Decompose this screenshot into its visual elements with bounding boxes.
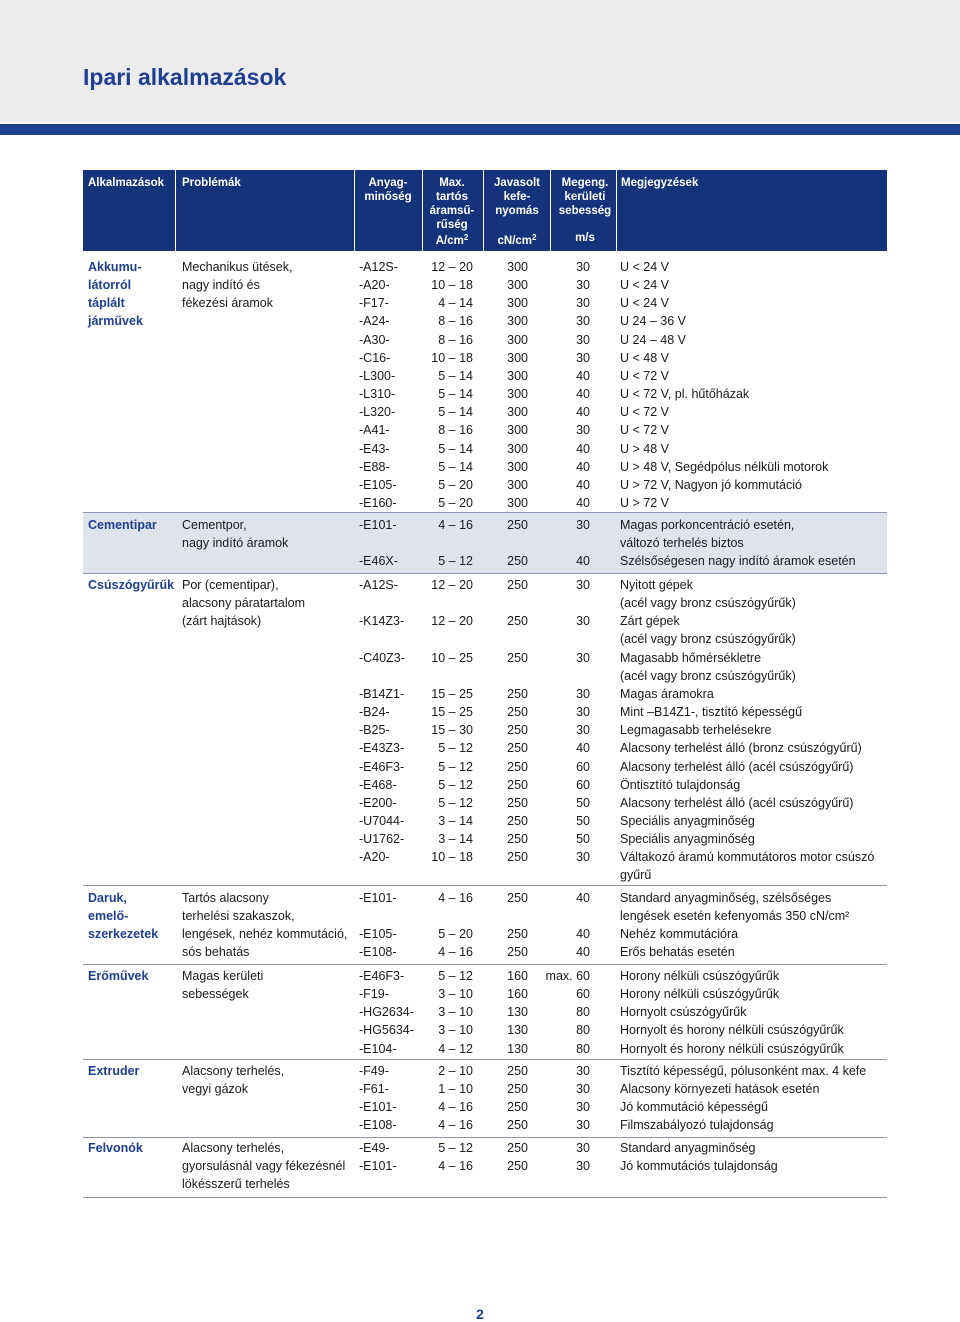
- current-density-cell: 5 – 20: [438, 477, 473, 492]
- current-density-cell: 3 – 14: [438, 813, 473, 828]
- speed-cell: 60: [576, 777, 590, 792]
- speed-cell: 30: [576, 1064, 590, 1078]
- application-label: emelő-: [88, 909, 129, 924]
- grade-cell: -HG2634-: [359, 1005, 414, 1020]
- current-density-cell: 10 – 18: [431, 850, 473, 865]
- current-density-cell: 4 – 12: [438, 1041, 473, 1056]
- section-separator: [83, 964, 887, 965]
- brush-pressure-cell: 300: [507, 296, 528, 311]
- header-max-unit-exp: 2: [463, 233, 469, 242]
- header-megeng: [553, 170, 617, 251]
- brush-pressure-cell: 250: [507, 927, 528, 942]
- note-cell: Erős behatás esetén: [620, 945, 735, 960]
- application-label: Cementipar: [88, 518, 157, 532]
- current-density-cell: 15 – 25: [431, 705, 473, 720]
- grade-cell: -E468-: [359, 777, 397, 792]
- note-cell: Alacsony környezeti hatások esetén: [620, 1082, 820, 1097]
- speed-cell: 40: [576, 495, 590, 510]
- brush-pressure-cell: 250: [507, 1082, 528, 1097]
- application-label: Erőművek: [88, 969, 149, 983]
- grade-cell: -B25-: [359, 723, 390, 738]
- title-rule: [0, 124, 960, 135]
- note-cell: Zárt gépek: [620, 614, 680, 629]
- speed-cell: max. 60: [545, 969, 590, 983]
- brush-pressure-cell: 250: [507, 1118, 528, 1133]
- speed-cell: 40: [576, 945, 590, 960]
- grade-cell: -A12S-: [359, 578, 398, 592]
- current-density-cell: 3 – 10: [438, 1005, 473, 1020]
- note-cell: U < 24 V: [620, 278, 669, 293]
- brush-pressure-cell: 300: [507, 423, 528, 438]
- note-cell: Hornyolt és horony nélküli csúszógyűrűk: [620, 1041, 844, 1056]
- problem-text: fékezési áramok: [182, 296, 274, 311]
- current-density-cell: 5 – 12: [438, 1141, 473, 1155]
- problem-text: Mechanikus ütések,: [182, 260, 293, 274]
- grade-cell: -E46F3-: [359, 759, 405, 774]
- current-density-cell: 5 – 14: [438, 459, 473, 474]
- note-cell: Hornyolt és horony nélküli csúszógyűrűk: [620, 1023, 844, 1038]
- brush-pressure-cell: 250: [507, 777, 528, 792]
- brush-pressure-cell: 250: [507, 723, 528, 738]
- speed-cell: 30: [576, 650, 590, 665]
- problem-text: sós behatás: [182, 945, 250, 960]
- brush-pressure-cell: 300: [507, 459, 528, 474]
- brush-pressure-cell: 250: [507, 650, 528, 665]
- note-cell: U < 24 V: [620, 296, 669, 311]
- application-label: Extruder: [88, 1064, 140, 1078]
- speed-cell: 40: [576, 368, 590, 383]
- current-density-cell: 5 – 12: [438, 795, 473, 810]
- note-cell: Magasabb hőmérsékletre: [620, 650, 762, 665]
- current-density-cell: 5 – 14: [438, 441, 473, 456]
- brush-pressure-cell: 300: [507, 260, 528, 274]
- note-cell: U > 72 V: [620, 495, 669, 510]
- brush-pressure-cell: 250: [507, 813, 528, 828]
- header-divider: [175, 170, 176, 251]
- section-separator: [83, 1137, 887, 1138]
- note-cell: (acél vagy bronz csúszógyűrűk): [620, 632, 796, 647]
- grade-cell: -E43Z3-: [359, 741, 405, 756]
- brush-pressure-cell: 300: [507, 368, 528, 383]
- brush-pressure-cell: 300: [507, 477, 528, 492]
- speed-cell: 80: [576, 1023, 590, 1038]
- current-density-cell: 5 – 12: [438, 554, 473, 569]
- note-cell: Speciális anyagminőség: [620, 813, 755, 828]
- note-cell: lengések esetén kefenyomás 350 cN/cm²: [620, 909, 850, 924]
- brush-pressure-cell: 250: [507, 850, 528, 865]
- problem-text: nagy indító áramok: [182, 536, 289, 551]
- problem-text: alacsony páratartalom: [182, 596, 305, 611]
- application-label: Csúszógyűrűk: [88, 578, 175, 592]
- grade-cell: -U1762-: [359, 832, 405, 847]
- note-cell: Jó kommutáció képességű: [620, 1100, 768, 1115]
- note-cell: U 24 – 48 V: [620, 332, 687, 347]
- application-label: járművek: [88, 314, 143, 329]
- current-density-cell: 10 – 25: [431, 650, 473, 665]
- note-cell: Horony nélküli csúszógyűrűk: [620, 987, 780, 1002]
- application-label: táplált: [88, 296, 125, 311]
- note-cell: Mint –B14Z1-, tisztító képességű: [620, 705, 803, 720]
- note-cell: Filmszabályozó tulajdonság: [620, 1118, 774, 1133]
- note-cell: U > 72 V, Nagyon jó kommutáció: [620, 477, 802, 492]
- brush-pressure-cell: 250: [507, 686, 528, 701]
- current-density-cell: 4 – 16: [438, 1159, 473, 1174]
- brush-pressure-cell: 250: [507, 891, 528, 905]
- brush-pressure-cell: 300: [507, 314, 528, 329]
- note-cell: Nehéz kommutációra: [620, 927, 739, 942]
- note-cell: Standard anyagminőség, szélsőséges: [620, 891, 832, 905]
- note-cell: U 24 – 36 V: [620, 314, 687, 329]
- brush-pressure-cell: 130: [507, 1023, 528, 1038]
- speed-cell: 30: [576, 1159, 590, 1174]
- speed-cell: 30: [576, 332, 590, 347]
- table-header: [83, 170, 887, 251]
- current-density-cell: 3 – 14: [438, 832, 473, 847]
- grade-cell: -E104-: [359, 1041, 397, 1056]
- problem-text: Por (cementipar),: [182, 578, 279, 592]
- grade-cell: -F17-: [359, 296, 389, 311]
- brush-pressure-cell: 300: [507, 332, 528, 347]
- speed-cell: 30: [576, 314, 590, 329]
- section-separator: [83, 1059, 887, 1060]
- grade-cell: -E49-: [359, 1141, 390, 1155]
- brush-pressure-cell: 250: [507, 1100, 528, 1115]
- header-max-aramsuruseg: [424, 170, 480, 251]
- note-cell: változó terhelés biztos: [620, 536, 744, 551]
- note-cell: (acél vagy bronz csúszógyűrűk): [620, 668, 796, 683]
- grade-cell: -E105-: [359, 927, 397, 942]
- current-density-cell: 12 – 20: [431, 614, 473, 629]
- speed-cell: 30: [576, 686, 590, 701]
- header-megjegyzesek: Megjegyzések: [621, 177, 699, 189]
- note-cell: Váltakozó áramú kommutátoros motor csúszó: [620, 850, 875, 865]
- brush-pressure-cell: 250: [507, 795, 528, 810]
- brush-pressure-cell: 250: [507, 554, 528, 569]
- note-cell: Speciális anyagminőség: [620, 832, 755, 847]
- speed-cell: 30: [576, 1118, 590, 1133]
- brush-pressure-cell: 300: [507, 350, 528, 365]
- speed-cell: 30: [576, 1100, 590, 1115]
- problem-text: lengések, nehéz kommutáció,: [182, 927, 348, 942]
- grade-cell: -E160-: [359, 495, 397, 510]
- grade-cell: -A30-: [359, 332, 390, 347]
- problem-text: terhelési szakaszok,: [182, 909, 295, 924]
- current-density-cell: 15 – 30: [431, 723, 473, 738]
- grade-cell: -E46F3-: [359, 969, 405, 983]
- current-density-cell: 10 – 18: [431, 350, 473, 365]
- grade-cell: -F19-: [359, 987, 389, 1002]
- current-density-cell: 5 – 12: [438, 741, 473, 756]
- brush-pressure-cell: 250: [507, 741, 528, 756]
- grade-cell: -F61-: [359, 1082, 389, 1097]
- brush-pressure-cell: 250: [507, 1064, 528, 1078]
- current-density-cell: 8 – 16: [438, 423, 473, 438]
- speed-cell: 30: [576, 296, 590, 311]
- header-divider: [483, 170, 484, 251]
- speed-cell: 50: [576, 795, 590, 810]
- note-cell: Öntisztító tulajdonság: [620, 777, 741, 792]
- header-max-unit-base: A/cm: [435, 235, 464, 247]
- header-anyagminoseg: Anyag- minőség: [364, 177, 412, 203]
- speed-cell: 60: [576, 987, 590, 1002]
- current-density-cell: 8 – 16: [438, 332, 473, 347]
- note-cell: gyűrű: [620, 868, 652, 883]
- current-density-cell: 5 – 14: [438, 368, 473, 383]
- brush-pressure-cell: 250: [507, 1159, 528, 1174]
- grade-cell: -E101-: [359, 518, 397, 532]
- note-cell: (acél vagy bronz csúszógyűrűk): [620, 596, 796, 611]
- page-number: 2: [476, 1306, 484, 1322]
- grade-cell: -E101-: [359, 1100, 397, 1115]
- speed-cell: 30: [576, 614, 590, 629]
- header-problemak: Problémák: [182, 177, 241, 189]
- problem-text: Cementpor,: [182, 518, 247, 532]
- note-cell: Standard anyagminőség: [620, 1141, 756, 1155]
- header-divider: [550, 170, 551, 251]
- problem-text: vegyi gázok: [182, 1082, 249, 1097]
- header-megeng-unit: m/s: [575, 232, 595, 244]
- grade-cell: -C16-: [359, 350, 391, 365]
- grade-cell: -B14Z1-: [359, 686, 405, 701]
- current-density-cell: 4 – 16: [438, 1100, 473, 1115]
- current-density-cell: 3 – 10: [438, 987, 473, 1002]
- grade-cell: -B24-: [359, 705, 390, 720]
- brush-pressure-cell: 300: [507, 441, 528, 456]
- brush-pressure-cell: 300: [507, 405, 528, 420]
- problem-text: gyorsulásnál vagy fékezésnél: [182, 1159, 346, 1174]
- section-separator: [83, 573, 887, 574]
- grade-cell: -HG5634-: [359, 1023, 414, 1038]
- page-title: Ipari alkalmazások: [83, 64, 287, 90]
- application-label: Akkumu-: [88, 260, 142, 274]
- grade-cell: -A12S-: [359, 260, 398, 274]
- speed-cell: 40: [576, 927, 590, 942]
- note-cell: Szélsőségesen nagy indító áramok esetén: [620, 554, 856, 569]
- note-cell: Hornyolt csúszógyűrűk: [620, 1005, 747, 1020]
- grade-cell: -L320-: [359, 405, 396, 420]
- header-max-label: Max. tartós áramsű- rűség: [429, 177, 475, 231]
- current-density-cell: 12 – 20: [431, 578, 473, 592]
- problem-text: Alacsony terhelés,: [182, 1064, 285, 1078]
- problem-text: nagy indító és: [182, 278, 260, 293]
- grade-cell: -A20-: [359, 278, 390, 293]
- problem-text: Tartós alacsony: [182, 891, 269, 905]
- current-density-cell: 5 – 20: [438, 927, 473, 942]
- current-density-cell: 4 – 14: [438, 296, 473, 311]
- brush-pressure-cell: 300: [507, 278, 528, 293]
- brush-pressure-cell: 250: [507, 614, 528, 629]
- current-density-cell: 10 – 18: [431, 278, 473, 293]
- grade-cell: -L310-: [359, 387, 396, 402]
- current-density-cell: 2 – 10: [438, 1064, 473, 1078]
- grade-cell: -E46X-: [359, 554, 398, 569]
- note-cell: Magas porkoncentráció esetén,: [620, 518, 795, 532]
- current-density-cell: 5 – 12: [438, 777, 473, 792]
- grade-cell: -E200-: [359, 795, 397, 810]
- speed-cell: 50: [576, 813, 590, 828]
- grade-cell: -A20-: [359, 850, 390, 865]
- brush-pressure-cell: 160: [507, 987, 528, 1002]
- grade-cell: -E43-: [359, 441, 390, 456]
- brush-pressure-cell: 250: [507, 1141, 528, 1155]
- grade-cell: -A24-: [359, 314, 390, 329]
- current-density-cell: 8 – 16: [438, 314, 473, 329]
- note-cell: U > 48 V, Segédpólus nélküli motorok: [620, 459, 829, 474]
- speed-cell: 30: [576, 1141, 590, 1155]
- speed-cell: 40: [576, 741, 590, 756]
- speed-cell: 40: [576, 387, 590, 402]
- speed-cell: 40: [576, 554, 590, 569]
- note-cell: Alacsony terhelést álló (acél csúszógyűrű): [620, 759, 854, 774]
- speed-cell: 30: [576, 1082, 590, 1097]
- grade-cell: -E101-: [359, 891, 397, 905]
- brush-pressure-cell: 250: [507, 759, 528, 774]
- header-max-unit: [424, 231, 480, 248]
- section-separator: [83, 512, 887, 513]
- header-divider: [354, 170, 355, 251]
- note-cell: U < 24 V: [620, 260, 669, 274]
- current-density-cell: 5 – 14: [438, 405, 473, 420]
- current-density-cell: 5 – 12: [438, 759, 473, 774]
- header-javasolt-label: Javasolt kefe- nyomás: [493, 177, 541, 217]
- grade-cell: -U7044-: [359, 813, 405, 828]
- note-cell: Alacsony terhelést álló (bronz csúszógyűrű): [620, 741, 862, 756]
- speed-cell: 50: [576, 832, 590, 847]
- grade-cell: -E101-: [359, 1159, 397, 1174]
- speed-cell: 30: [576, 705, 590, 720]
- application-label: szerkezetek: [88, 927, 159, 942]
- problem-text: Alacsony terhelés,: [182, 1141, 285, 1155]
- brush-pressure-cell: 250: [507, 832, 528, 847]
- note-cell: U > 48 V: [620, 441, 669, 456]
- brush-pressure-cell: 250: [507, 945, 528, 960]
- grade-cell: -E108-: [359, 1118, 397, 1133]
- current-density-cell: 5 – 20: [438, 495, 473, 510]
- current-density-cell: 4 – 16: [438, 891, 473, 905]
- speed-cell: 60: [576, 759, 590, 774]
- note-cell: U < 48 V: [620, 350, 669, 365]
- grade-cell: -K14Z3-: [359, 614, 405, 629]
- grade-cell: -E105-: [359, 477, 397, 492]
- speed-cell: 30: [576, 350, 590, 365]
- current-density-cell: 12 – 20: [431, 260, 473, 274]
- application-label: Daruk,: [88, 891, 127, 905]
- speed-cell: 30: [576, 278, 590, 293]
- note-cell: U < 72 V: [620, 423, 669, 438]
- problem-text: lökésszerű terhelés: [182, 1177, 290, 1192]
- application-label: látorról: [88, 278, 132, 293]
- grade-cell: -A41-: [359, 423, 390, 438]
- header-javasolt-unit: [486, 231, 548, 248]
- speed-cell: 40: [576, 891, 590, 905]
- grade-cell: -C40Z3-: [359, 650, 405, 665]
- grade-cell: -L300-: [359, 368, 396, 383]
- note-cell: Nyitott gépek: [620, 578, 693, 592]
- header-javasolt-unit-exp: 2: [532, 233, 537, 242]
- current-density-cell: 5 – 14: [438, 387, 473, 402]
- grade-cell: -E108-: [359, 945, 397, 960]
- header-javasolt: [486, 170, 548, 251]
- speed-cell: 30: [576, 723, 590, 738]
- top-band: [0, 0, 960, 122]
- speed-cell: 80: [576, 1041, 590, 1056]
- problem-text: (zárt hajtások): [182, 614, 262, 629]
- speed-cell: 40: [576, 459, 590, 474]
- problem-text: Magas kerületi: [182, 969, 264, 983]
- current-density-cell: 5 – 12: [438, 969, 473, 983]
- speed-cell: 30: [576, 260, 590, 274]
- note-cell: U < 72 V: [620, 405, 669, 420]
- note-cell: Tisztító képességű, pólusonként max. 4 kefe: [620, 1064, 867, 1078]
- header-divider: [422, 170, 423, 251]
- note-cell: U < 72 V, pl. hűtőházak: [620, 387, 750, 402]
- header-alkalmazasok: Alkalmazások: [88, 177, 165, 189]
- note-cell: Magas áramokra: [620, 686, 714, 701]
- brush-pressure-cell: 130: [507, 1005, 528, 1020]
- section-separator: [83, 1197, 887, 1198]
- brush-pressure-cell: 250: [507, 518, 528, 532]
- brush-pressure-cell: 300: [507, 495, 528, 510]
- note-cell: Legmagasabb terhelésekre: [620, 723, 772, 738]
- note-cell: Alacsony terhelést álló (acél csúszógyűrű): [620, 795, 854, 810]
- note-cell: Horony nélküli csúszógyűrűk: [620, 969, 780, 983]
- brush-pressure-cell: 160: [507, 969, 528, 983]
- brush-pressure-cell: 250: [507, 578, 528, 592]
- current-density-cell: 4 – 16: [438, 518, 473, 532]
- current-density-cell: 15 – 25: [431, 686, 473, 701]
- problem-text: sebességek: [182, 987, 249, 1002]
- grade-cell: -F49-: [359, 1064, 389, 1078]
- brush-pressure-cell: 300: [507, 387, 528, 402]
- current-density-cell: 1 – 10: [438, 1082, 473, 1097]
- header-divider: [616, 170, 617, 251]
- speed-cell: 80: [576, 1005, 590, 1020]
- current-density-cell: 3 – 10: [438, 1023, 473, 1038]
- current-density-cell: 4 – 16: [438, 1118, 473, 1133]
- note-cell: U < 72 V: [620, 368, 669, 383]
- speed-cell: 30: [576, 850, 590, 865]
- note-cell: Jó kommutációs tulajdonság: [620, 1159, 778, 1174]
- speed-cell: 30: [576, 518, 590, 532]
- header-javasolt-unit-base: cN/cm: [497, 235, 533, 247]
- brush-pressure-cell: 250: [507, 705, 528, 720]
- speed-cell: 40: [576, 405, 590, 420]
- brush-pressure-cell: 130: [507, 1041, 528, 1056]
- speed-cell: 40: [576, 441, 590, 456]
- header-megeng-label: Megeng. kerületi sebesség: [558, 177, 612, 217]
- speed-cell: 30: [576, 423, 590, 438]
- application-label: Felvonók: [88, 1141, 143, 1155]
- speed-cell: 40: [576, 477, 590, 492]
- grade-cell: -E88-: [359, 459, 390, 474]
- current-density-cell: 4 – 16: [438, 945, 473, 960]
- section-separator: [83, 885, 887, 886]
- speed-cell: 30: [576, 578, 590, 592]
